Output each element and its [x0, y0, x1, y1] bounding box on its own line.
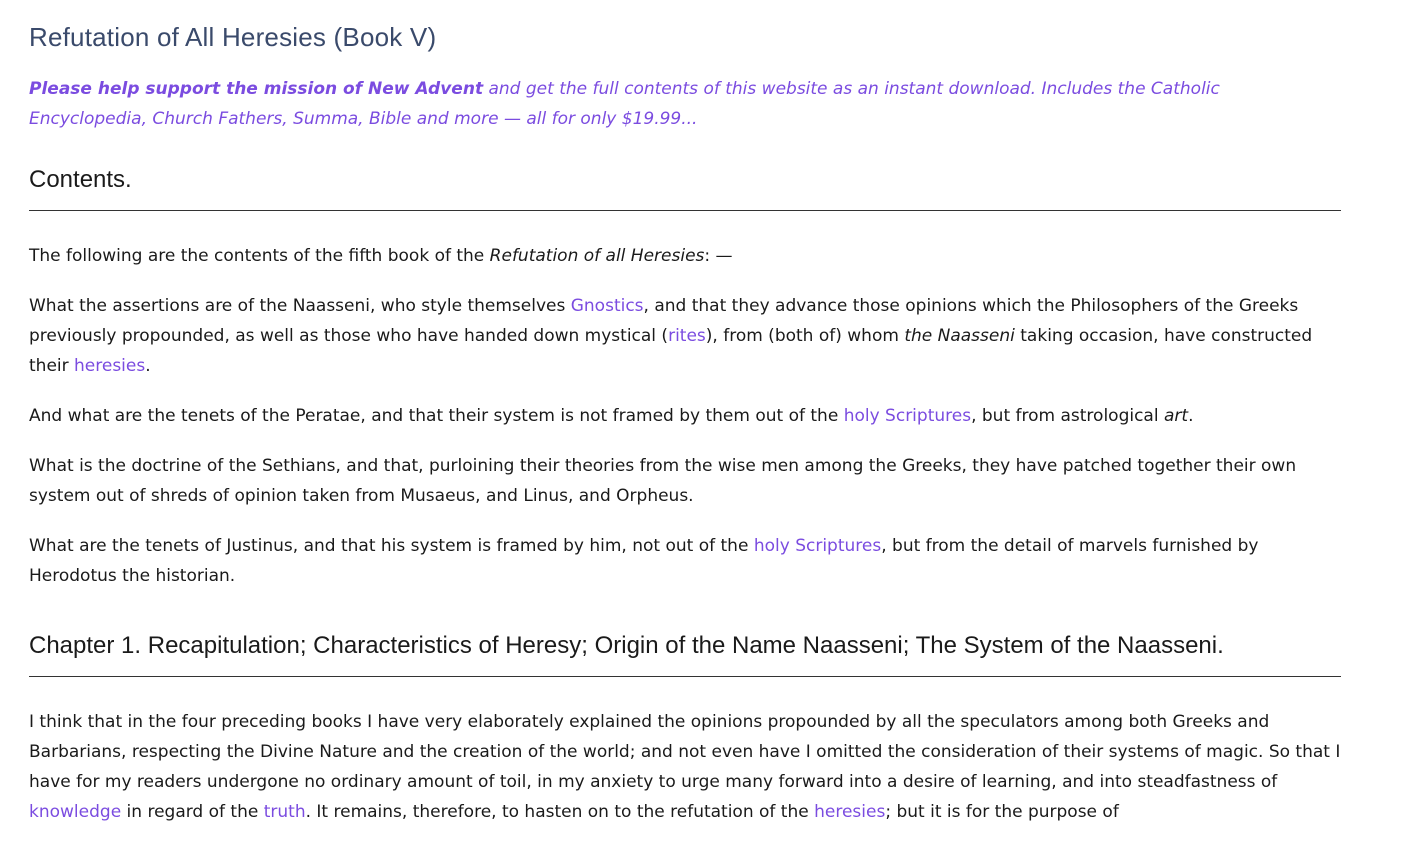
link-holy-scriptures[interactable]: holy Scriptures — [843, 406, 972, 426]
chapter-1-paragraph — [29, 707, 1344, 827]
text-span: , but from the detail of marvels furnished by Herodotus the historian. — [29, 536, 1259, 586]
chapter-1-heading: Chapter 1. Recapitulation; Characteristics of Heresy; Origin of the Name Naasseni; The System of the Naasseni. — [29, 630, 1341, 677]
support-promo-strong: Please help support the mission of New Advent — [29, 79, 484, 99]
text-span: . — [1188, 406, 1194, 426]
italic-span: the Naasseni — [904, 326, 1015, 346]
support-promo-text: and get the full contents of this website as an instant download. Includes the Catholic Encyclopedia, Church Fathers, Summa, Bible and more — all for only $19.99... — [29, 79, 1220, 129]
text-span: I think that in the four preceding books I have very elaborately explained the opinions propounded by all the speculators among both Greeks and Barbarians, respecting the Divine Nature and the creation of the world; and not even have I omitted the consideration of their systems of magic. So that I have for my readers undergone no ordinary amount of toil, in my anxiety to urge many forward into a desire of learning, and into steadfastness of — [29, 712, 1341, 792]
support-promo-link[interactable] — [29, 79, 1220, 129]
italic-span: art — [1163, 406, 1189, 426]
contents-paragraph-justinus — [29, 531, 1344, 591]
link-rites[interactable]: rites — [668, 326, 706, 346]
text-span: in regard of the — [121, 802, 264, 822]
text-span: The following are the contents of the fifth book of the — [29, 246, 490, 266]
text-span: . — [145, 356, 151, 376]
link-gnostics[interactable]: Gnostics — [570, 296, 644, 316]
text-span: And what are the tenets of the Peratae, and that their system is not framed by them out of the — [29, 406, 844, 426]
link-truth[interactable]: truth — [263, 802, 306, 822]
text-span: , but from astrological — [971, 406, 1164, 426]
text-span: : — — [704, 246, 733, 266]
link-heresies[interactable]: heresies — [814, 802, 886, 822]
contents-paragraph-peratae — [29, 401, 1344, 431]
contents-paragraph-sethians: What is the doctrine of the Sethians, and that, purloining their theories from the wise men among the Greeks, they have patched together their own system out of shreds of opinion taken from Musaeus, and Linus, and Orpheus. — [29, 456, 1297, 506]
link-holy-scriptures[interactable]: holy Scriptures — [753, 536, 882, 556]
contents-paragraph-naasseni — [29, 291, 1344, 381]
link-knowledge[interactable]: knowledge — [29, 802, 122, 822]
text-span: taking occasion, have constructed their — [29, 326, 1313, 376]
text-span: What are the tenets of Justinus, and that his system is framed by him, not out of the — [29, 536, 754, 556]
link-heresies[interactable]: heresies — [74, 356, 146, 376]
contents-heading: Contents. — [29, 164, 1341, 211]
book-title-italic: Refutation of all Heresies — [489, 246, 705, 266]
contents-intro — [29, 241, 1344, 271]
text-span: . It remains, therefore, to hasten on to the refutation of the — [305, 802, 815, 822]
text-span: ; but it is for the purpose of — [885, 802, 1119, 822]
text-span: , and that they advance those opinions which the Philosophers of the Greeks previously propounded, as well as those who have handed down mystical ( — [29, 296, 1299, 346]
text-span: What the assertions are of the Naasseni, who style themselves — [29, 296, 571, 316]
text-span: ), from (both of) whom — [705, 326, 905, 346]
page-title: Refutation of All Heresies (Book V) — [29, 22, 437, 52]
support-promo — [29, 74, 1341, 134]
